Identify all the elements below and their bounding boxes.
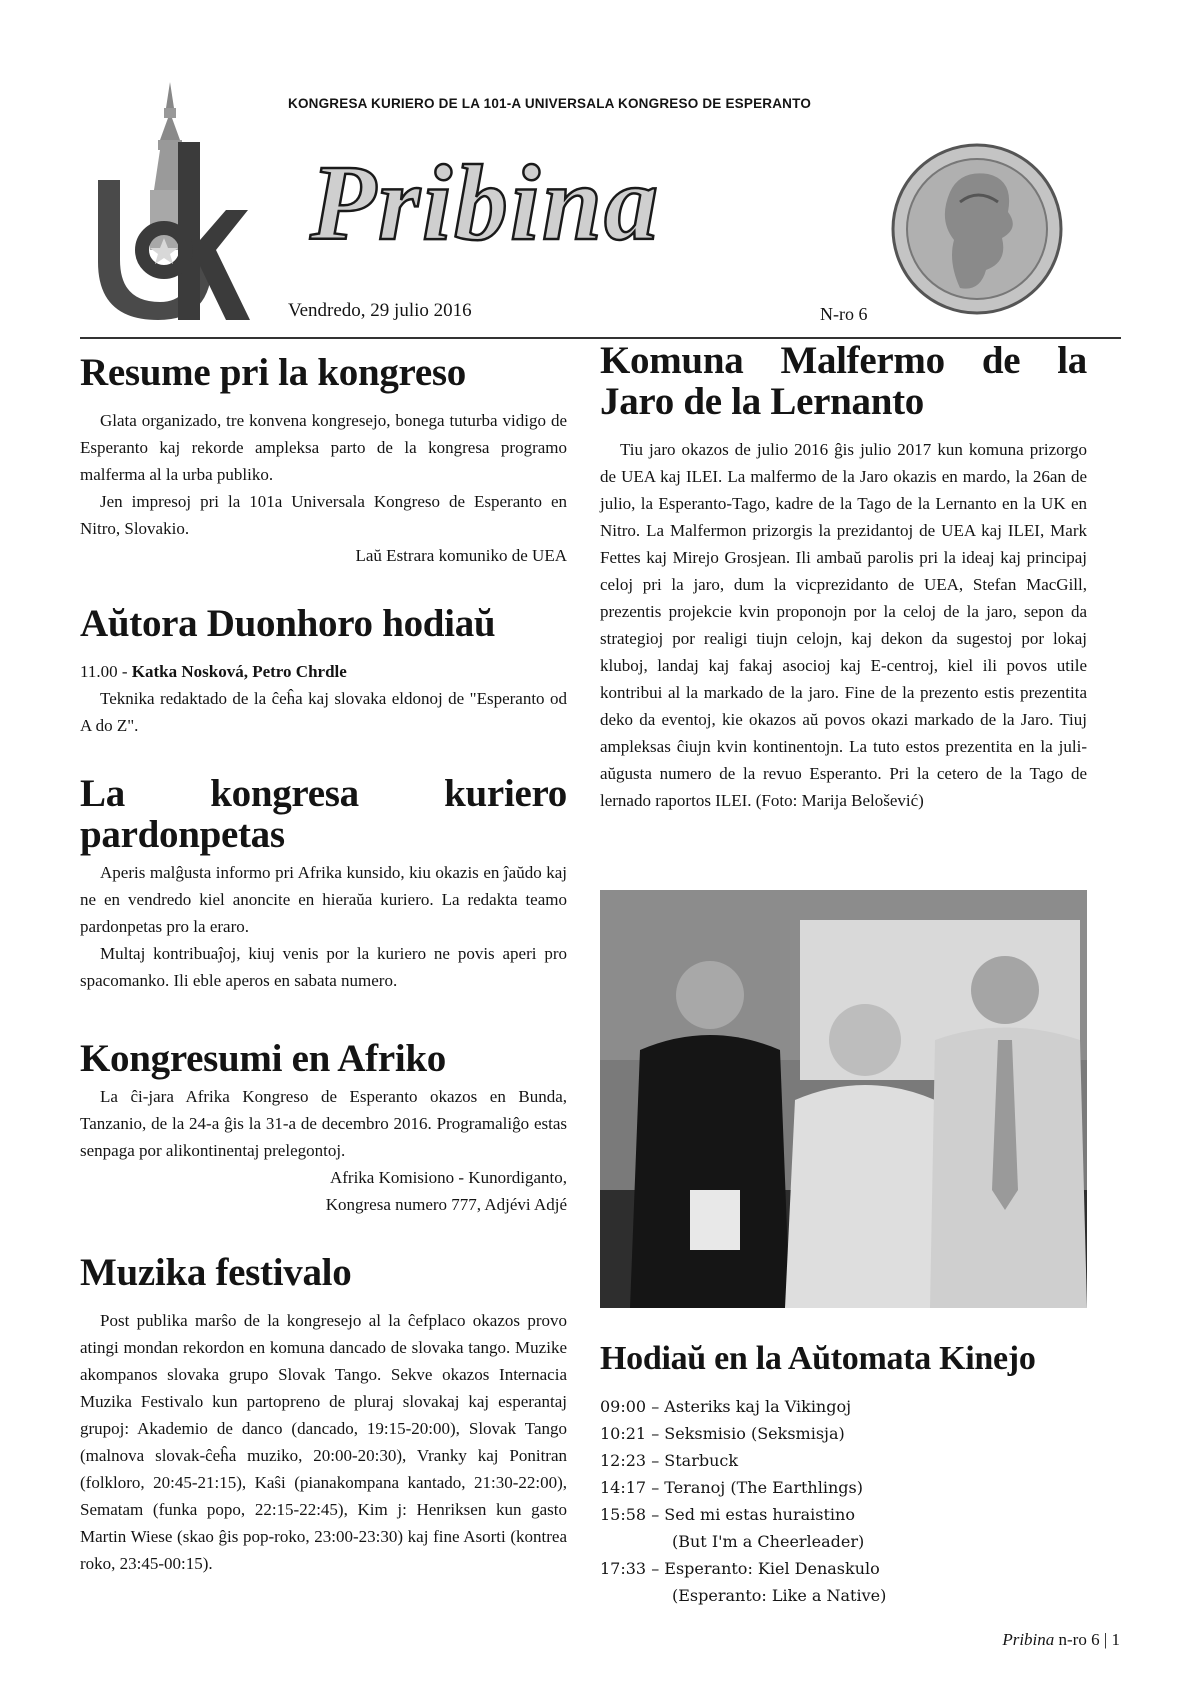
resume-p2: Jen impresoj pri la 101a Universala Kongreso de Esperanto en Nitro, Slovakio. <box>80 492 567 538</box>
apology-p2: Multaj kontribuaĵoj, kiuj venis por la kuriero ne povis aperi pro spacomanko. Ili eble aperos en sabata numero. <box>80 944 567 990</box>
article-year-of-learner <box>600 340 1087 814</box>
article-resume <box>80 352 567 569</box>
heading-resume: Resume pri la kongreso <box>80 351 466 394</box>
group-photo <box>600 890 1087 1308</box>
footer-issue: n-ro 6 | <box>1054 1630 1112 1649</box>
africa-sign1: Afrika Komisiono - Kunordiganto, <box>329 1168 567 1187</box>
heading-author-half-hour: Aŭtora Duonhoro hodiaŭ <box>80 602 496 645</box>
cinema-schedule <box>600 1393 1087 1609</box>
schedule-item: 15:58 – Sed mi estas huraistino <box>600 1505 855 1524</box>
heading-africa: Kongresumi en Afriko <box>80 1037 446 1080</box>
music-p1: Post publika marŝo de la kongresejo al la ĉefplaco okazos provo atingi mondan rekordon en komuna dancado de slovaka tango. Muzike akompanos slovaka grupo Slovak Tango. Sekve okazos Internacia Muzika Festivalo kun partopreno de pluraj slovakaj kaj esperantaj grupoj: Akademio de danco (dancado, 19:15-20:00), Slovak Tango (malnova slovak-ĉeĥa muziko, 20:00-20:30), Vranky kaj Ponitran (folkloro, 20:45-21:15), Kaŝi (pianakompana kantado, 21:30-22:00), Sematam (funka popo, 22:15-22:45), Kim j: Henriksen kun gasto Martin Wiese (skao ĝis pop-roko, 23:00-23:30) kaj fine Asorti (kontrea roko, 23:45-00:15). <box>80 1311 567 1573</box>
schedule-item-subtitle: (But I'm a Cheerleader) <box>672 1532 865 1551</box>
page-footer <box>1002 1630 1120 1650</box>
masthead-kicker: KONGRESA KURIERO DE LA 101-A UNIVERSALA KONGRESO DE ESPERANTO <box>288 96 812 111</box>
apology-p1: Aperis malĝusta informo pri Afrika kunsido, kiu okazis en ĵaŭdo kaj ne en vendredo kiel anoncite en hieraŭa kuriero. La redakta teamo pardonpetas pro la eraro. <box>80 863 567 936</box>
footer-page-number: 1 <box>1111 1630 1120 1649</box>
resume-sign: Laŭ Estrara komuniko de UEA <box>355 546 567 565</box>
africa-sign2: Kongresa numero 777, Adjévi Adjé <box>325 1195 567 1214</box>
issue-date: Vendredo, 29 julio 2016 <box>288 300 472 321</box>
author-names: Katka Nosková, Petro Chrdle <box>131 662 347 681</box>
article-africa <box>80 1038 567 1218</box>
heading-music: Muzika festivalo <box>80 1251 352 1294</box>
schedule-item: 17:33 – Esperanto: Kiel Denaskulo <box>600 1559 880 1578</box>
heading-cinema: Hodiaŭ en la Aŭtomata Kinejo <box>600 1340 1036 1377</box>
year-of-learner-p1: Tiu jaro okazos de julio 2016 ĝis julio 2017 kun komuna prizorgo de UEA kaj ILEI. La malfermo de la Jaro okazis en mardo, la 26an de julio, la Esperanto-Tago, kadre de la Tago de la Lernanto en la UK en Nitro. La Malfermon prizorgis la prezidantoj de UEA kaj ILEI, Mark Fettes kaj Mirejo Grosjean. Ili ambaŭ parolis pri la ideaj kaj principaj celoj pri la jaro, dum la vicprezidanto de UEA, Stefan MacGill, prezentis projekcie kvin proponojn por la celoj de la jaro, sepon da strategioj por realigi tiujn celojn, kaj dekon da sugestoj por lokaj kluboj, landaj kaj fakaj asocioj kaj E-centroj, kiel ili povos utile kontribui al la markado de la jaro. Fine de la prezento estis prezentita deko da eventoj, kie okazos aŭ povos okazi markado de la Jaro. Tiuj ampleksas ĉiujn kvin kontinentojn. La tuto estos prezentita en la juli-aŭgusta numero de la revuo Esperanto. Pri la cetero de la Tago de lernado raportos ILEI. (Foto: Marija Belošević) <box>600 440 1087 810</box>
schedule-item: 14:17 – Teranoj (The Earthlings) <box>600 1478 863 1497</box>
article-author-half-hour <box>80 603 567 739</box>
article-apology <box>80 773 567 994</box>
left-column <box>80 352 567 1603</box>
africa-p1: La ĉi-jara Afrika Kongreso de Esperanto okazos en Bunda, Tanzanio, de la 24-a ĝis la 31-a de decembro 2016. Programaliĝo estas senpaga por alikontinentaj prelegontoj. <box>80 1087 567 1160</box>
author-time-line <box>80 658 567 685</box>
resume-p1: Glata organizado, tre konvena kongresejo, bonega tuturba vidigo de Esperanto kaj rekorde ampleksa parto de la kongresa programo malferma al la urba publiko. <box>80 411 567 484</box>
footer-publication: Pribina <box>1002 1630 1055 1649</box>
article-music <box>80 1252 567 1577</box>
author-text: Teknika redaktado de la ĉeĥa kaj slovaka eldonoj de "Esperanto od A do Z". <box>80 689 567 735</box>
schedule-item: 09:00 – Asteriks kaj la Vikingoj <box>600 1397 852 1416</box>
right-column <box>600 340 1087 814</box>
article-cinema <box>600 1338 1087 1609</box>
schedule-item: 10:21 – Seksmisio (Seksmisja) <box>600 1424 845 1443</box>
schedule-item: 12:23 – Starbuck <box>600 1451 739 1470</box>
schedule-item-subtitle: (Esperanto: Like a Native) <box>672 1586 887 1605</box>
uk-logo <box>88 80 258 328</box>
author-time: 11.00 - <box>80 662 132 681</box>
heading-apology: La kongresa kuriero pardonpetas <box>80 772 567 856</box>
issue-number: N-ro 6 <box>820 304 868 324</box>
masthead-title: Pribina <box>310 144 661 263</box>
coin-image <box>890 142 1064 316</box>
heading-year-of-learner: Komuna Malfermo de la Jaro de la Lernanto <box>600 339 1087 423</box>
